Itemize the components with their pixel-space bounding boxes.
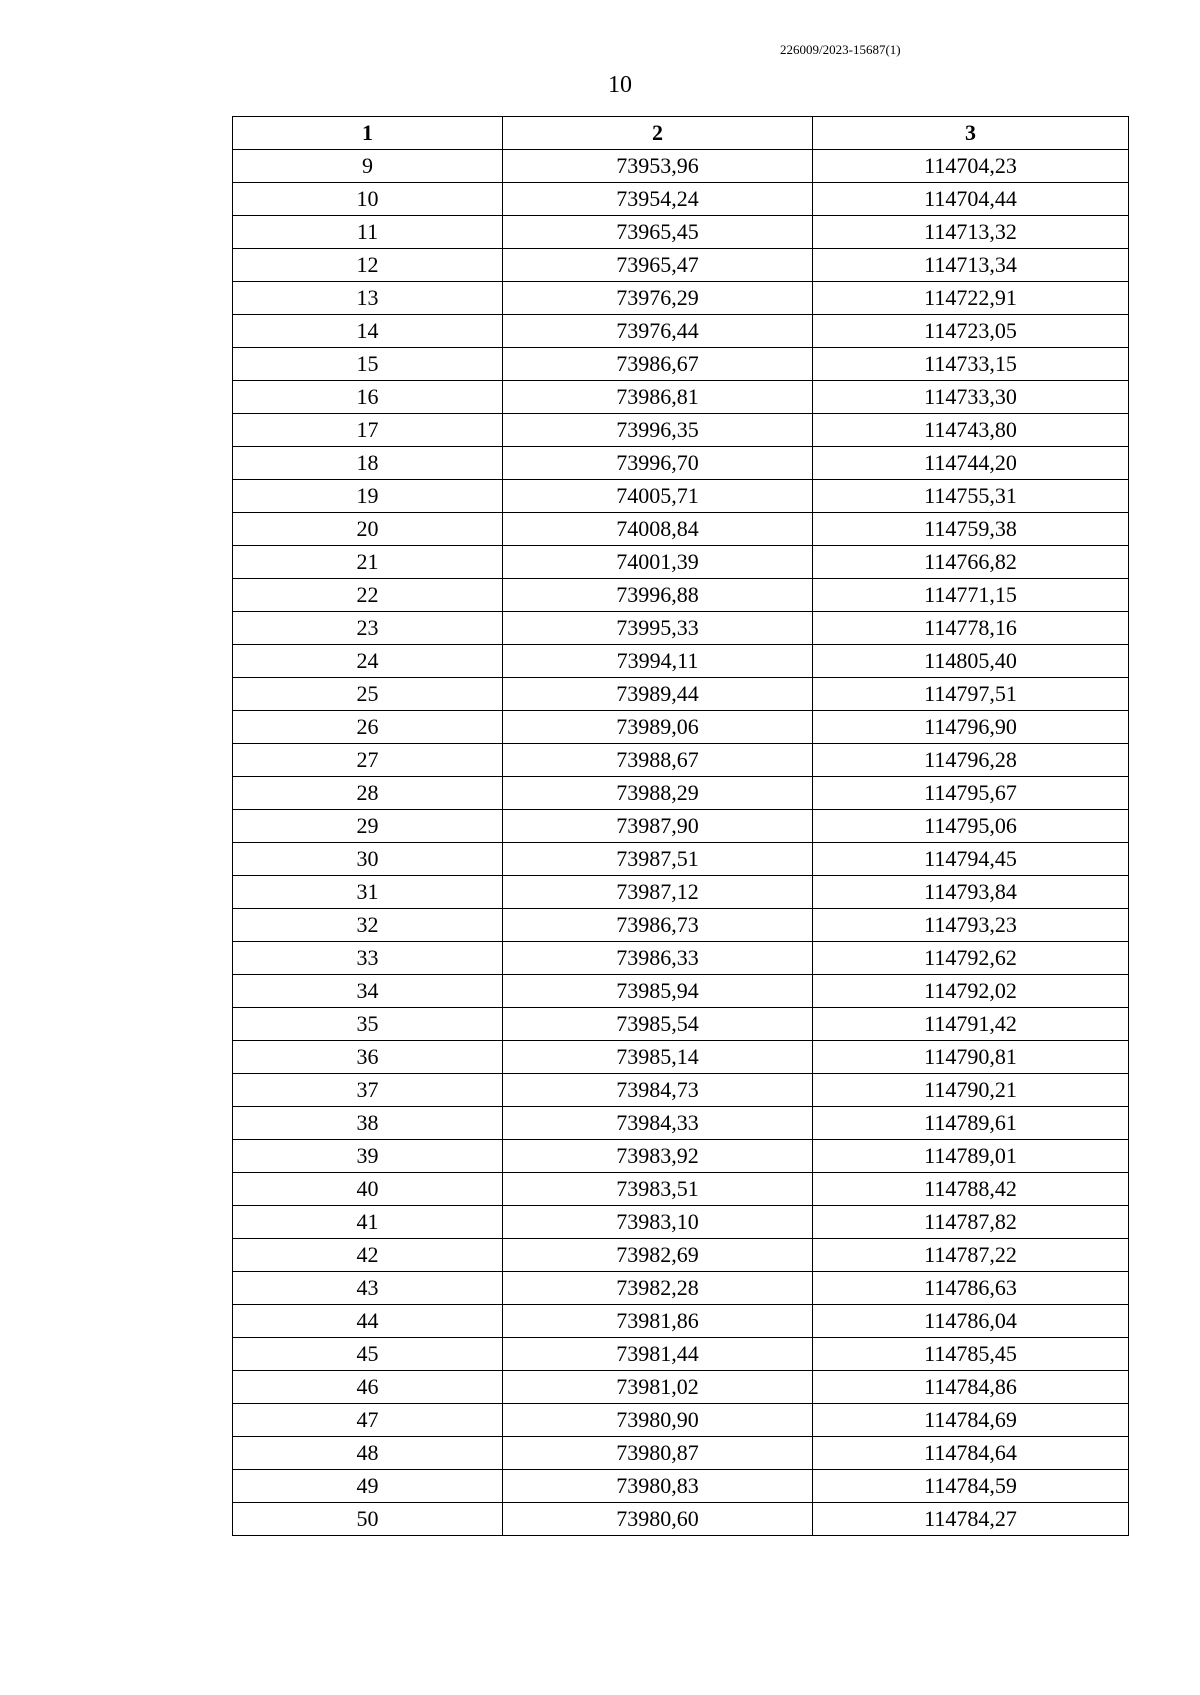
table-cell-col-2: 73989,44	[503, 678, 813, 711]
table-cell-col-3: 114785,45	[813, 1338, 1129, 1371]
table-cell-col-3: 114786,04	[813, 1305, 1129, 1338]
table-row	[233, 579, 1129, 612]
table-cell-col-3: 114744,20	[813, 447, 1129, 480]
table-cell-col-3: 114759,38	[813, 513, 1129, 546]
table-cell-col-3: 114704,44	[813, 183, 1129, 216]
table-cell-col-2: 73980,60	[503, 1503, 813, 1536]
table-cell-col-1: 10	[233, 183, 503, 216]
table-cell-col-3: 114784,59	[813, 1470, 1129, 1503]
table-cell-col-3: 114784,27	[813, 1503, 1129, 1536]
table-cell-col-2: 73980,90	[503, 1404, 813, 1437]
table-cell-col-2: 73995,33	[503, 612, 813, 645]
table-row	[233, 975, 1129, 1008]
table-cell-col-2: 73986,81	[503, 381, 813, 414]
table-row	[233, 1272, 1129, 1305]
table-cell-col-2: 73983,10	[503, 1206, 813, 1239]
table-cell-col-1: 36	[233, 1041, 503, 1074]
table-cell-col-3: 114793,84	[813, 876, 1129, 909]
table-cell-col-3: 114784,64	[813, 1437, 1129, 1470]
table-cell-col-1: 44	[233, 1305, 503, 1338]
table-cell-col-3: 114790,21	[813, 1074, 1129, 1107]
table-cell-col-1: 46	[233, 1371, 503, 1404]
table-cell-col-3: 114786,63	[813, 1272, 1129, 1305]
table-cell-col-2: 73981,02	[503, 1371, 813, 1404]
table-cell-col-2: 73996,88	[503, 579, 813, 612]
table-cell-col-2: 73983,51	[503, 1173, 813, 1206]
table-cell-col-3: 114789,01	[813, 1140, 1129, 1173]
table-cell-col-1: 24	[233, 645, 503, 678]
table-cell-col-3: 114784,86	[813, 1371, 1129, 1404]
table-cell-col-1: 33	[233, 942, 503, 975]
table-cell-col-1: 38	[233, 1107, 503, 1140]
table-row	[233, 249, 1129, 282]
table-cell-col-1: 39	[233, 1140, 503, 1173]
table-row	[233, 678, 1129, 711]
table-cell-col-1: 17	[233, 414, 503, 447]
table-cell-col-3: 114766,82	[813, 546, 1129, 579]
table-cell-col-2: 73983,92	[503, 1140, 813, 1173]
table-cell-col-3: 114704,23	[813, 150, 1129, 183]
table-row	[233, 843, 1129, 876]
table-row	[233, 1008, 1129, 1041]
table-header-row	[233, 117, 1129, 150]
table-cell-col-1: 16	[233, 381, 503, 414]
table-cell-col-3: 114713,34	[813, 249, 1129, 282]
table-row	[233, 414, 1129, 447]
table-row	[233, 810, 1129, 843]
table-cell-col-2: 73976,44	[503, 315, 813, 348]
table-cell-col-3: 114795,67	[813, 777, 1129, 810]
table-cell-col-1: 47	[233, 1404, 503, 1437]
table-cell-col-2: 73986,67	[503, 348, 813, 381]
table-row	[233, 1239, 1129, 1272]
table-cell-col-1: 50	[233, 1503, 503, 1536]
table-row	[233, 909, 1129, 942]
table-row	[233, 348, 1129, 381]
table-cell-col-1: 45	[233, 1338, 503, 1371]
column-header-1: 1	[233, 117, 503, 150]
table-row	[233, 612, 1129, 645]
table-row	[233, 183, 1129, 216]
table-cell-col-2: 73954,24	[503, 183, 813, 216]
table-cell-col-1: 25	[233, 678, 503, 711]
coordinates-table	[232, 116, 1129, 1536]
table-cell-col-1: 21	[233, 546, 503, 579]
table-row	[233, 1041, 1129, 1074]
table-cell-col-2: 73989,06	[503, 711, 813, 744]
table-row	[233, 1404, 1129, 1437]
table-cell-col-2: 73985,94	[503, 975, 813, 1008]
table-cell-col-1: 26	[233, 711, 503, 744]
table-row	[233, 381, 1129, 414]
table-cell-col-3: 114787,82	[813, 1206, 1129, 1239]
table-cell-col-1: 23	[233, 612, 503, 645]
table-cell-col-2: 73965,45	[503, 216, 813, 249]
table-cell-col-3: 114792,62	[813, 942, 1129, 975]
table-cell-col-2: 74005,71	[503, 480, 813, 513]
table-row	[233, 1074, 1129, 1107]
table-cell-col-2: 73953,96	[503, 150, 813, 183]
table-cell-col-3: 114795,06	[813, 810, 1129, 843]
table-cell-col-3: 114793,23	[813, 909, 1129, 942]
table-cell-col-1: 19	[233, 480, 503, 513]
table-row	[233, 711, 1129, 744]
table-cell-col-3: 114792,02	[813, 975, 1129, 1008]
table-cell-col-2: 74008,84	[503, 513, 813, 546]
table-cell-col-3: 114797,51	[813, 678, 1129, 711]
table-row	[233, 546, 1129, 579]
table-cell-col-1: 48	[233, 1437, 503, 1470]
table-cell-col-2: 73986,33	[503, 942, 813, 975]
table-cell-col-1: 27	[233, 744, 503, 777]
table-cell-col-3: 114743,80	[813, 414, 1129, 447]
table-row	[233, 645, 1129, 678]
table-cell-col-1: 9	[233, 150, 503, 183]
table-row	[233, 315, 1129, 348]
table-cell-col-1: 43	[233, 1272, 503, 1305]
table-cell-col-3: 114778,16	[813, 612, 1129, 645]
table-cell-col-1: 13	[233, 282, 503, 315]
table-cell-col-1: 42	[233, 1239, 503, 1272]
table-row	[233, 777, 1129, 810]
table-cell-col-2: 73996,35	[503, 414, 813, 447]
table-cell-col-2: 73965,47	[503, 249, 813, 282]
table-cell-col-2: 73996,70	[503, 447, 813, 480]
table-row	[233, 513, 1129, 546]
document-id: 226009/2023-15687(1)	[780, 42, 901, 57]
table-row	[233, 1470, 1129, 1503]
page-number: 10	[608, 72, 632, 98]
table-row	[233, 1305, 1129, 1338]
table-cell-col-3: 114733,15	[813, 348, 1129, 381]
table-cell-col-2: 73976,29	[503, 282, 813, 315]
table-cell-col-1: 22	[233, 579, 503, 612]
table-cell-col-3: 114805,40	[813, 645, 1129, 678]
table-cell-col-2: 74001,39	[503, 546, 813, 579]
table-row	[233, 1338, 1129, 1371]
table-cell-col-3: 114755,31	[813, 480, 1129, 513]
table-cell-col-3: 114787,22	[813, 1239, 1129, 1272]
table-cell-col-1: 28	[233, 777, 503, 810]
table-cell-col-2: 73980,83	[503, 1470, 813, 1503]
table-cell-col-3: 114713,32	[813, 216, 1129, 249]
table-row	[233, 1107, 1129, 1140]
table-row	[233, 1173, 1129, 1206]
table-cell-col-1: 30	[233, 843, 503, 876]
table-cell-col-3: 114788,42	[813, 1173, 1129, 1206]
table-cell-col-1: 14	[233, 315, 503, 348]
table-cell-col-3: 114723,05	[813, 315, 1129, 348]
table-cell-col-1: 37	[233, 1074, 503, 1107]
table-cell-col-2: 73985,14	[503, 1041, 813, 1074]
table-cell-col-3: 114796,28	[813, 744, 1129, 777]
table-cell-col-2: 73985,54	[503, 1008, 813, 1041]
table-cell-col-3: 114722,91	[813, 282, 1129, 315]
table-row	[233, 744, 1129, 777]
table-cell-col-3: 114794,45	[813, 843, 1129, 876]
table-row	[233, 216, 1129, 249]
table-cell-col-1: 31	[233, 876, 503, 909]
table-body	[233, 150, 1129, 1536]
table-cell-col-1: 20	[233, 513, 503, 546]
table-cell-col-2: 73982,69	[503, 1239, 813, 1272]
table-row	[233, 1437, 1129, 1470]
table-row	[233, 1206, 1129, 1239]
table-row	[233, 1140, 1129, 1173]
table-cell-col-3: 114790,81	[813, 1041, 1129, 1074]
table-cell-col-1: 32	[233, 909, 503, 942]
table-cell-col-1: 12	[233, 249, 503, 282]
table-row	[233, 1503, 1129, 1536]
table-cell-col-1: 40	[233, 1173, 503, 1206]
table-cell-col-1: 35	[233, 1008, 503, 1041]
table-cell-col-2: 73987,12	[503, 876, 813, 909]
table-row	[233, 876, 1129, 909]
table-cell-col-1: 18	[233, 447, 503, 480]
table-cell-col-2: 73987,51	[503, 843, 813, 876]
table-row	[233, 480, 1129, 513]
table-cell-col-3: 114771,15	[813, 579, 1129, 612]
table-row	[233, 282, 1129, 315]
table-cell-col-2: 73988,67	[503, 744, 813, 777]
table-cell-col-2: 73984,33	[503, 1107, 813, 1140]
table-cell-col-2: 73980,87	[503, 1437, 813, 1470]
table-cell-col-1: 41	[233, 1206, 503, 1239]
table-row	[233, 150, 1129, 183]
table-cell-col-1: 34	[233, 975, 503, 1008]
table-cell-col-3: 114733,30	[813, 381, 1129, 414]
table-cell-col-2: 73982,28	[503, 1272, 813, 1305]
table-row	[233, 1371, 1129, 1404]
table-cell-col-2: 73987,90	[503, 810, 813, 843]
table-cell-col-2: 73984,73	[503, 1074, 813, 1107]
table-cell-col-2: 73981,44	[503, 1338, 813, 1371]
table-cell-col-2: 73986,73	[503, 909, 813, 942]
table-row	[233, 447, 1129, 480]
table-cell-col-3: 114789,61	[813, 1107, 1129, 1140]
table-cell-col-1: 11	[233, 216, 503, 249]
table-cell-col-1: 29	[233, 810, 503, 843]
column-header-3: 3	[813, 117, 1129, 150]
table-cell-col-1: 15	[233, 348, 503, 381]
column-header-2: 2	[503, 117, 813, 150]
table-cell-col-3: 114784,69	[813, 1404, 1129, 1437]
table-row	[233, 942, 1129, 975]
table-cell-col-2: 73981,86	[503, 1305, 813, 1338]
table-cell-col-2: 73994,11	[503, 645, 813, 678]
table-cell-col-1: 49	[233, 1470, 503, 1503]
table-cell-col-3: 114796,90	[813, 711, 1129, 744]
table-cell-col-2: 73988,29	[503, 777, 813, 810]
table-cell-col-3: 114791,42	[813, 1008, 1129, 1041]
